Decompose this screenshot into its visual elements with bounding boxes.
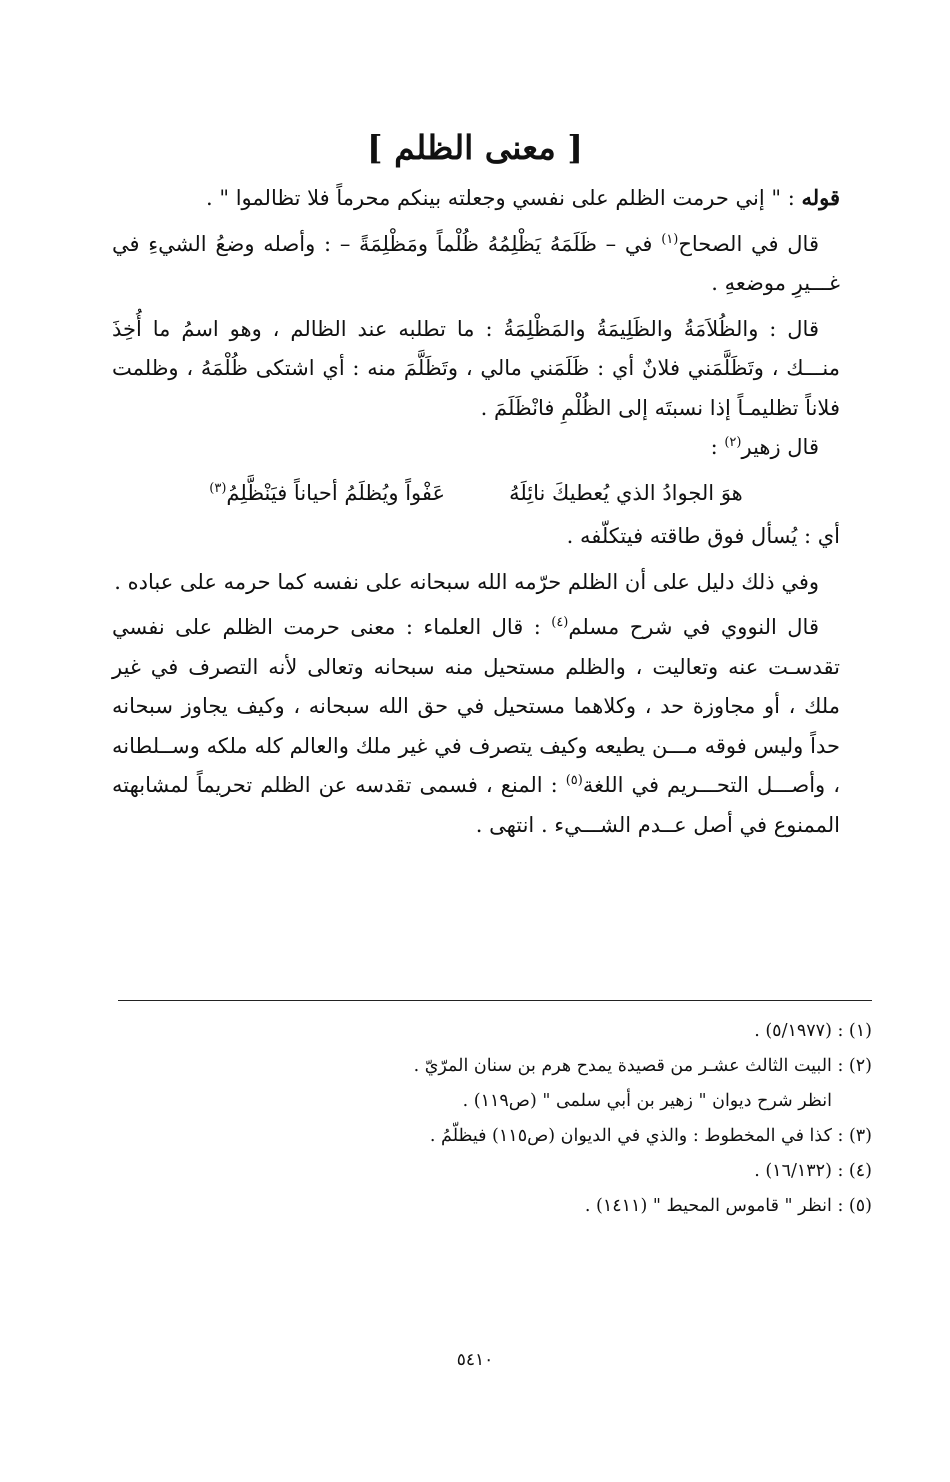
- paragraph-1-text: : " إني حرمت الظلم على نفسي وجعلته بينكم محرماً فلا تظالموا " .: [206, 186, 802, 210]
- footnote-5: (٥) : انظر " قاموس المحيط " (١٤١١) .: [584, 1196, 872, 1216]
- paragraph-7: [112, 608, 840, 845]
- section-title: [ معنى الظلم ]: [367, 128, 583, 167]
- footnote-separator: [118, 1000, 872, 1001]
- verse-first-hemistich: هوَ الجوادُ الذي يُعطيكَ نائِلَهُ: [509, 480, 743, 505]
- footnotes: [118, 1014, 872, 1224]
- footnote-2-continuation: انظر شرح ديوان " زهير بن أبي سلمى " (ص١١٩) .: [462, 1091, 832, 1111]
- footnote-ref-4: (٤): [551, 615, 569, 630]
- paragraph-1: [112, 178, 840, 219]
- footnote-ref-3: (٣): [209, 480, 227, 496]
- body-text: [112, 178, 840, 845]
- paragraph-6: [112, 563, 840, 603]
- paragraph-5-text: أي : يُسأل فوق طاقته فيتكلّفه .: [566, 524, 840, 548]
- paragraph-4-text-b: :: [710, 435, 725, 459]
- footnote-ref-5: (٥): [565, 773, 583, 788]
- paragraph-5: [112, 517, 840, 557]
- footnote-ref-2: (٢): [724, 435, 742, 450]
- paragraph-2-text-a: قال في الصحاح: [678, 231, 819, 256]
- poetry-verse: [112, 474, 840, 514]
- paragraph-4-text-a: قال زهير: [741, 435, 819, 459]
- verse-second-text: عَفْواً ويُظلَمُ أحياناً فيَنْظَّلِمُ: [226, 480, 446, 505]
- footnote-3: (٣) : كذا في المخطوط : والذي في الديوان (ص١١٥) فيظلّمُ .: [429, 1126, 872, 1146]
- paragraph-3: [112, 310, 840, 429]
- verse-second-hemistich: [209, 474, 445, 514]
- paragraph-7-text-c: : المنع ، فسمى تقدسه عن الظلم تحريماً لمشابهته الممنوع في أصل عــدم الشـــيء . انتهى .: [112, 773, 840, 837]
- page-number: ٥٤١٠: [456, 1350, 494, 1370]
- footnote-ref-1: (١): [661, 231, 679, 247]
- paragraph-2: [112, 225, 840, 304]
- paragraph-7-text-b: : قال العلماء : معنى حرمت الظلم على نفسي تقدسـت عنه وتعاليت ، والظلم مستحيل منه سبحانه وتعالى لأنه التصرف في غير ملك ، أو مجاوزة حد ، وكلاهما مستحيل في حق الله سبحانه ، وكيف يجاوز سبحانه حداً وليس فوقه مـــن يطيعه وكيف يتصرف في غير ملك والعالم كله ملكه وســلطانه ، وأصـــل التحـــريم في اللغة: [112, 615, 840, 797]
- footnote-1: (١) : (٥/١٩٧٧) .: [754, 1021, 872, 1041]
- paragraph-2-text-b: في – ظَلَمَهُ يَظْلِمُهُ ظُلْماً ومَظْلِمَةً – : وأصله وضعُ الشيءِ في غـــيرِ موضعهِ .: [112, 231, 840, 295]
- footnote-4: (٤) : (١٦/١٣٢) .: [754, 1161, 872, 1181]
- paragraph-3-text: قال : والظُلاَمَةُ والظَلِيمَةُ والمَظْلِمَةُ : ما تطلبه عند الظالم ، وهو اسمُ ما أُخِذَ منـــك ، وتَظَلَّمَني فلانٌ أي : ظَلَمَني مالي ، وتَظَلَّمَ منه : أي اشتكى ظُلْمَهُ ، وظلمت فلاناً تظليمـاً إذا نسبتَه إلى الظُلْمِ فانْظَلَمَ .: [112, 316, 840, 420]
- paragraph-6-text: وفي ذلك دليل على أن الظلم حرّمه الله سبحانه على نفسه كما حرمه على عباده .: [114, 569, 819, 594]
- footnote-2: (٢) : البيت الثالث عشـر من قصيدة يمدح هرم بن سنان المرّيّ .: [413, 1056, 872, 1076]
- paragraph-7-text-a: قال النووي في شرح مسلم: [568, 615, 819, 639]
- lead-word: قوله: [801, 185, 840, 210]
- paragraph-4: [112, 428, 840, 468]
